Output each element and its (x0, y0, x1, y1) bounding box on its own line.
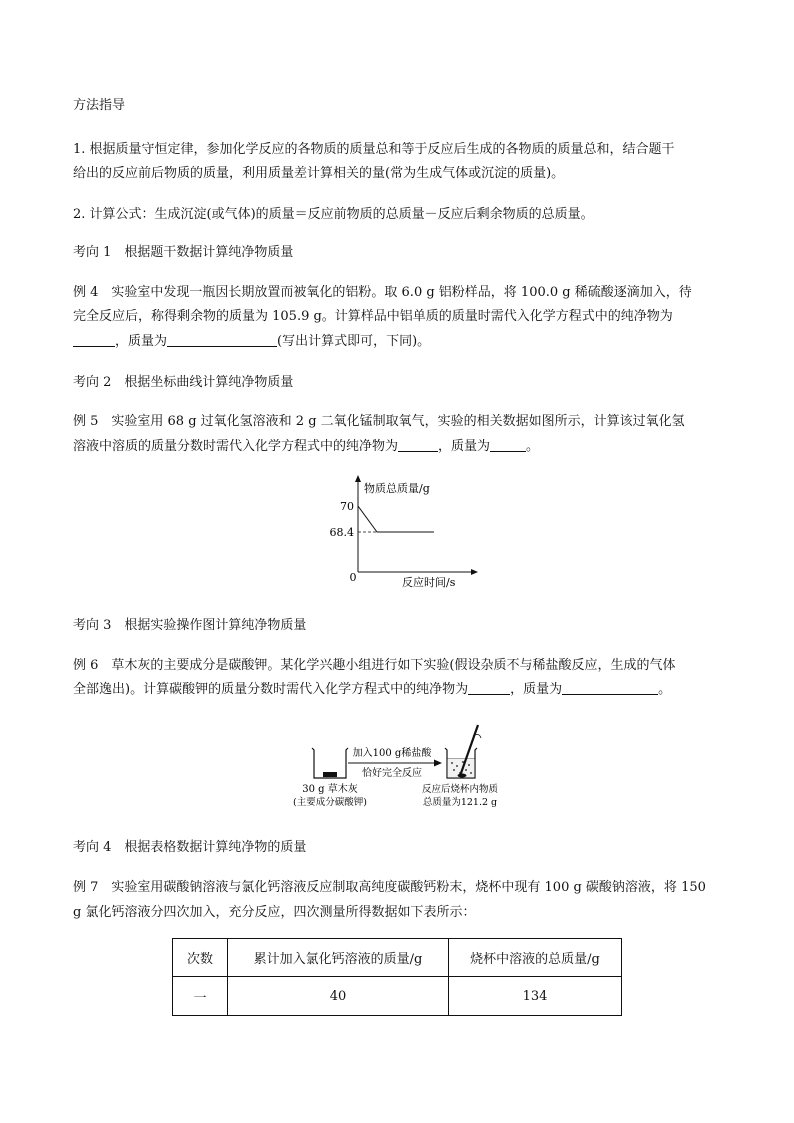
example4-line3: ，质量为 (写出计算式即可，下同)。 (73, 332, 723, 352)
example5-line1: 例 5 实验室用 68 g 过氧化氢溶液和 2 g 二氧化锰制取氧气，实验的相关数据如图所示，计算该过氧化氢 (73, 414, 685, 429)
topic2-heading: 考向 2 根据坐标曲线计算纯净物质量 (73, 375, 294, 390)
answer-blank[interactable] (73, 333, 115, 347)
experiment-diagram (282, 718, 512, 814)
example4-line1: 例 4 实验室中发现一瓶因长期放置而被氧化的铝粉。取 6.0 g 铝粉样品，将 100.0 g 稀硫酸逐滴加入，待 (73, 285, 692, 300)
right-caption-1: 反应后烧杯内物质 (421, 784, 499, 795)
y-axis-arrow (355, 475, 361, 482)
example7-line1: 例 7 实验室用碳酸钠溶液与氯化钙溶液反应制取高纯度碳酸钙粉末，烧杯中现有 100 g 碳酸钠溶液，将 150 (73, 880, 706, 895)
table-cell: 40 (228, 977, 449, 1016)
topic4-heading: 考向 4 根据表格数据计算纯净物的质量 (73, 840, 307, 855)
answer-blank[interactable] (562, 681, 658, 695)
example7-line2: g 氯化钙溶液分四次加入，充分反应，四次测量所得数据如下表所示： (73, 905, 476, 920)
table-header-cell: 次数 (173, 939, 228, 977)
arrow-top-label: 加入100 g稀盐酸 (352, 748, 432, 759)
answer-blank[interactable] (490, 438, 526, 452)
answer-blank[interactable] (398, 438, 438, 452)
left-caption-2: (主要成分碳酸钾) (293, 797, 367, 808)
example6-line1: 例 6 草木灰的主要成分是碳酸钾。某化学兴趣小组进行如下实验(假设杂质不与稀盐酸反应，生成的气体 (73, 658, 676, 673)
table-row (173, 977, 622, 1016)
x-axis-label: 反应时间/s (402, 576, 456, 589)
series-line (358, 506, 434, 532)
left-caption-1: 30 g 草木灰 (302, 784, 358, 795)
method-point1-line1: 1. 根据质量守恒定律，参加化学反应的各物质的质量总和等于反应后生成的各物质的质量总和，结合题干 (73, 142, 675, 157)
arrow-bottom-label: 恰好完全反应 (362, 768, 422, 779)
table-header-cell: 烧杯中溶液的总质量/g (449, 939, 622, 977)
answer-blank[interactable] (468, 681, 510, 695)
arrow-head (434, 760, 442, 767)
method-heading: 方法指导 (73, 98, 126, 113)
topic1-heading: 考向 1 根据题干数据计算纯净物质量 (73, 245, 294, 260)
ash-sample (323, 772, 337, 777)
right-caption-2: 总质量为121.2 g (422, 797, 498, 808)
residue (458, 774, 467, 778)
origin-label: 0 (349, 571, 357, 584)
data-table (172, 938, 622, 1016)
table-header-cell: 累计加入氯化钙溶液的质量/g (228, 939, 449, 977)
topic3-heading: 考向 3 根据实验操作图计算纯净物质量 (73, 618, 307, 633)
table-cell: 134 (449, 977, 622, 1016)
table-cell: 一 (173, 977, 228, 1016)
example6-line2: 全部逸出)。计算碳酸钾的质量分数时需代入化学方程式中的纯净物为 ，质量为 。 (73, 682, 672, 697)
example5-line2: 溶液中溶质的质量分数时需代入化学方程式中的纯净物为 ，质量为 。 (73, 439, 540, 454)
y-tick-label: 68.4 (329, 526, 354, 539)
method-point1-line2: 给出的反应前后物质的质量，利用质量差计算相关的量(常为生成气体或沉淀的质量)。 (73, 166, 565, 181)
y-axis-label: 物质总质量/g (364, 482, 430, 495)
mass-time-chart (318, 474, 488, 594)
table-header-row (173, 939, 622, 977)
example4-line2: 完全反应后，称得剩余物的质量为 105.9 g。计算样品中铝单质的质量时需代入化学方程式中的纯净物为 (73, 309, 673, 324)
answer-blank[interactable] (167, 333, 277, 347)
x-axis-arrow (471, 569, 478, 575)
method-point2: 2. 计算公式：生成沉淀(或气体)的质量＝反应前物质的总质量－反应后剩余物质的总质量。 (73, 207, 594, 222)
y-tick-label: 70 (340, 500, 354, 513)
